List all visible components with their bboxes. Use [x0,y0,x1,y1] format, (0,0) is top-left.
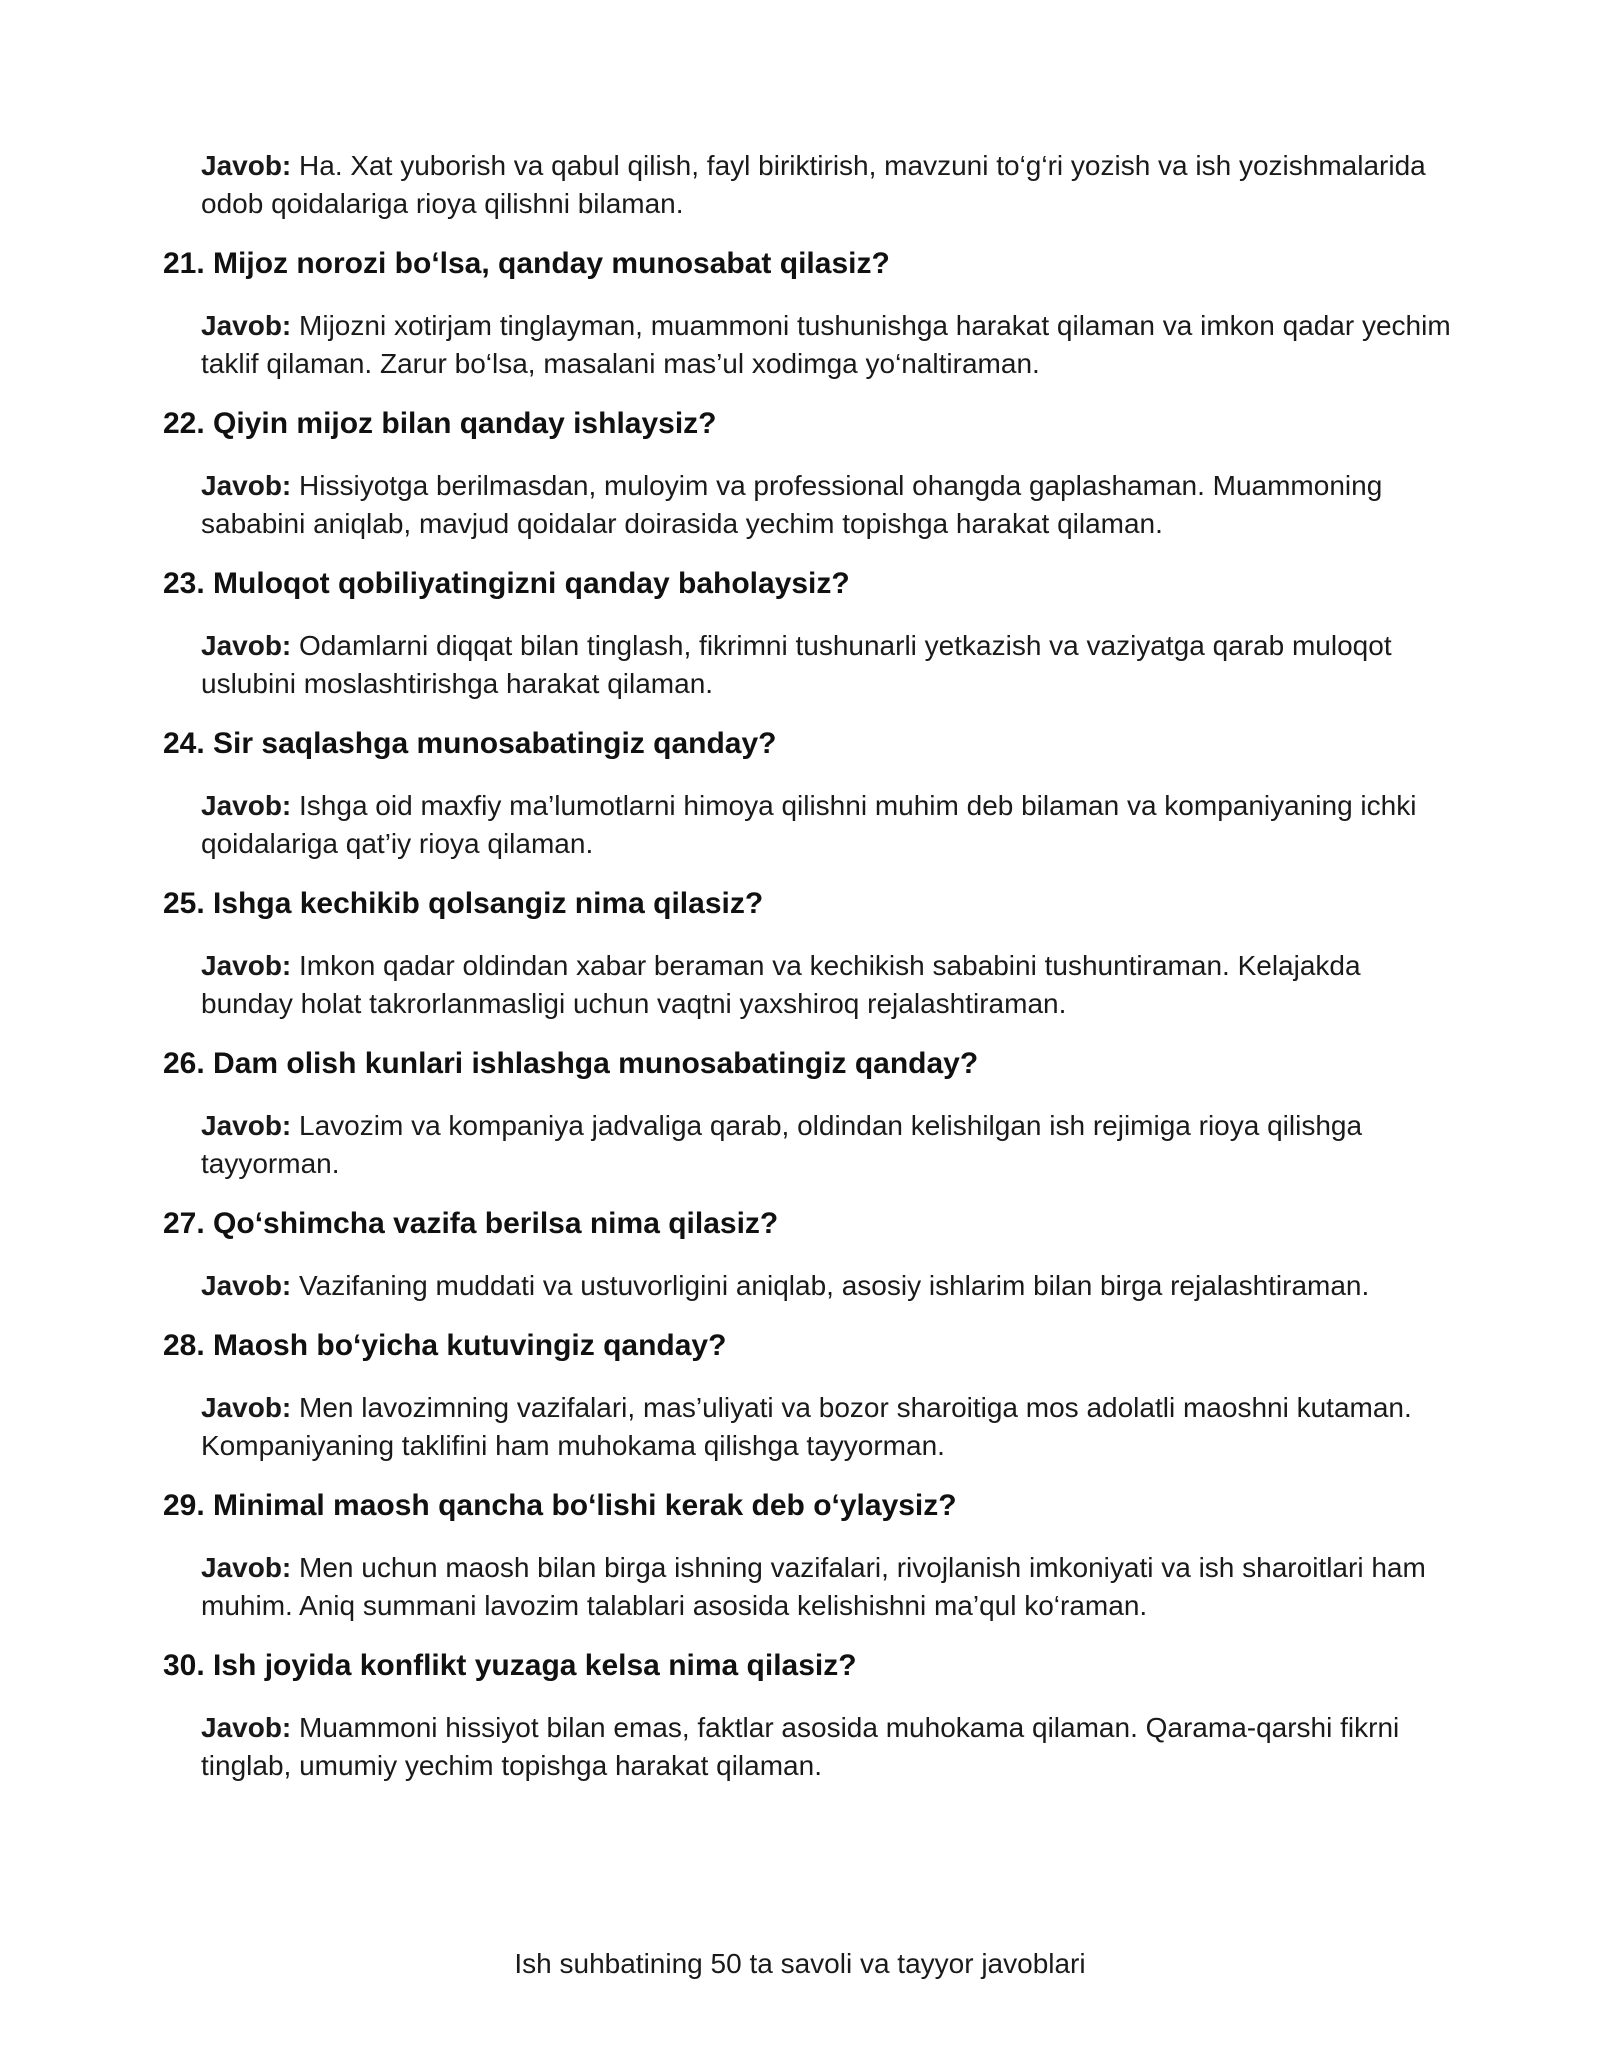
answer-text: Lavozim va kompaniya jadvaliga qarab, oldindan kelishilgan ish rejimiga rioya qilishga tayyorman. [201,1110,1363,1179]
answer-label: Javob: [201,630,292,661]
question-29: 29. Minimal maosh qancha bo‘lishi kerak deb o‘ylaysiz? [163,1489,957,1522]
answer-label: Javob: [201,150,292,181]
answer-26 [201,1107,1453,1183]
answer-text: Men lavozimning vazifalari, mas’uliyati va bozor sharoitiga mos adolatli maoshni kutaman. Kompaniyaning taklifini ham muhokama qilishga tayyorman. [201,1392,1412,1461]
answer-text: Muammoni hissiyot bilan emas, faktlar asosida muhokama qilaman. Qarama-qarshi fikrni tinglab, umumiy yechim topishga harakat qilaman. [201,1712,1400,1781]
answer-label: Javob: [201,950,292,981]
question-25: 25. Ishga kechikib qolsangiz nima qilasiz? [163,887,764,920]
answer-29 [201,1549,1453,1625]
question-28: 28. Maosh bo‘yicha kutuvingiz qanday? [163,1329,727,1362]
question-30: 30. Ish joyida konflikt yuzaga kelsa nima qilasiz? [163,1649,857,1682]
answer-21 [201,307,1453,383]
answer-label: Javob: [201,1552,292,1583]
answer-text: Ishga oid maxfiy ma’lumotlarni himoya qilishni muhim deb bilaman va kompaniyaning ichki qoidalariga qat’iy rioya qilaman. [201,790,1417,859]
answer-label: Javob: [201,1270,292,1301]
answer-25 [201,947,1453,1023]
answer-label: Javob: [201,790,292,821]
answer-text: Men uchun maosh bilan birga ishning vazifalari, rivojlanish imkoniyati va ish sharoitlari ham muhim. Aniq summani lavozim talablari asosida kelishishni ma’qul ko‘raman. [201,1552,1426,1621]
question-23: 23. Muloqot qobiliyatingizni qanday baholaysiz? [163,567,850,600]
answer-text: Odamlarni diqqat bilan tinglash, fikrimni tushunarli yetkazish va vaziyatga qarab muloqot uslubini moslashtirishga harakat qilaman. [201,630,1392,699]
answer-label: Javob: [201,1110,292,1141]
question-27: 27. Qo‘shimcha vazifa berilsa nima qilasiz? [163,1207,779,1240]
question-22: 22. Qiyin mijoz bilan qanday ishlaysiz? [163,407,717,440]
answer-text: Vazifaning muddati va ustuvorligini aniqlab, asosiy ishlarim bilan birga rejalashtiraman. [299,1270,1370,1301]
answer-24 [201,787,1453,863]
answer-30 [201,1709,1453,1785]
question-26: 26. Dam olish kunlari ishlashga munosabatingiz qanday? [163,1047,979,1080]
question-21: 21. Mijoz norozi bo‘lsa, qanday munosabat qilasiz? [163,247,890,280]
answer-23 [201,627,1453,703]
answer-27 [201,1267,1453,1305]
answer-label: Javob: [201,310,292,341]
answer-text: Ha. Xat yuborish va qabul qilish, fayl biriktirish, mavzuni to‘g‘ri yozish va ish yozishmalarida odob qoidalariga rioya qilishni bilaman. [201,150,1426,219]
answer-22 [201,467,1453,543]
answer-label: Javob: [201,1392,292,1423]
answer-text: Hissiyotga berilmasdan, muloyim va professional ohangda gaplashaman. Muammoning sababini aniqlab, mavjud qoidalar doirasida yechim topishga harakat qilaman. [201,470,1383,539]
answer-text: Imkon qadar oldindan xabar beraman va kechikish sababini tushuntiraman. Kelajakda bunday holat takrorlanmasligi uchun vaqtni yaxshiroq rejalashtiraman. [201,950,1361,1019]
question-24: 24. Sir saqlashga munosabatingiz qanday? [163,727,777,760]
page-footer: Ish suhbatining 50 ta savoli va tayyor javoblari [514,1948,1086,1979]
qa-list [163,147,1453,1785]
intro-answer [201,147,1453,223]
answer-label: Javob: [201,470,292,501]
answer-label: Javob: [201,1712,292,1743]
answer-text: Mijozni xotirjam tinglayman, muammoni tushunishga harakat qilaman va imkon qadar yechim taklif qilaman. Zarur bo‘lsa, masalani mas’ul xodimga yo‘naltiraman. [201,310,1451,379]
answer-28 [201,1389,1453,1465]
